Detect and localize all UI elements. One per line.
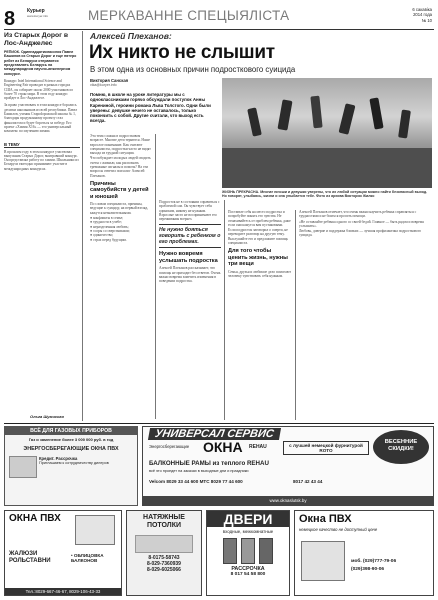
ad-right-okna-subtitle: немецкое качество не доступный цене	[299, 527, 378, 532]
ad-ceilings-title: НАТЯЖНЫЕ ПОТОЛКИ	[143, 514, 185, 529]
jumping-person-1	[247, 107, 262, 136]
ad-universal-roto: с лучшей немецкой фурнитурой ROTO	[283, 441, 369, 455]
date: 6 сакавіка	[412, 7, 432, 12]
logo-url: www.kuryer.info	[27, 14, 49, 18]
ad-right-okna-title: Окна ПВХ	[299, 513, 352, 525]
ad-gas-windows: ЭНЕРГОСБЕРЕГАЮЩИЕ ОКНА ПВХ	[23, 446, 119, 452]
ad-balcony-note: всё это проедет на заказах в выходные дни и праздники	[149, 469, 249, 473]
ad-left-phone: Тел.:8029-667-46-67, 8029-106-43-33	[5, 588, 121, 595]
byline-email: vika@kuryer.info	[90, 83, 117, 87]
ad-ceilings-phone-1: 8-0175-58743	[148, 555, 180, 561]
sidebar-rubric-label: В ТЕМУ	[4, 142, 80, 148]
byline	[90, 78, 150, 87]
column-4-paragraph-2: Если подросток заговорил о смерти, не переводите разговор на другую тему. Выслушайте его и предложите помощь специалиста.	[228, 228, 289, 246]
ad-doors-subtitle: входные, межкомнатные	[222, 529, 274, 534]
ads-divider	[4, 423, 434, 424]
causes-list-item-5: ● одиночество;	[90, 233, 114, 238]
window-graphic	[75, 515, 115, 545]
logo-title: Курьер	[27, 8, 45, 14]
article-column-5	[299, 210, 433, 420]
ad-balcony-frames: БАЛКОННЫЕ РАМЫ из теплого REHAU	[149, 460, 269, 467]
column-2-paragraph-1: Эта тема сложна в подростковом возрасте. Многие дети теряются. Наше взрослое понимание. Как считают специалисты, подростки часто не видят выхода из трудной ситуации.	[90, 134, 151, 156]
section-heading-value-life: Для того чтобы ценить жизнь, нужны три вещи	[228, 248, 288, 268]
column-2-paragraph-3: По словам специалиста, причины, ведущие к суициду, на первый взгляд, кажутся незначительными.	[90, 202, 149, 215]
jumping-person-5	[369, 97, 383, 129]
ad-gas-title: ВСЁ ДЛЯ ГАЗОВЫХ ПРИБОРОВ	[5, 427, 137, 435]
rubric-title: МЕРКАВАННЕ СПЕЦЫЯЛІСТА	[88, 8, 290, 23]
ad-universal-title: УНИВЕРСАЛ СЕРВИС	[148, 428, 281, 440]
causes-list-item-1: ● конфликты в семье;	[90, 216, 124, 221]
sidebar-article	[4, 32, 80, 422]
ad-left-okna-title: ОКНА ПВХ	[9, 513, 61, 524]
door-image-2	[241, 538, 255, 564]
article-column-3	[159, 200, 221, 420]
ad-gas-credit: Кредит. Рассрочка	[39, 456, 78, 461]
year: 2014 года	[413, 12, 432, 18]
issue-number: № 10	[421, 17, 432, 23]
ad-universal-rehau: REHAU	[249, 444, 267, 450]
ad-spring-discounts: ВЕСЕННИЕ СКИДКИ!	[373, 430, 429, 464]
window-image	[9, 456, 37, 478]
door-image-3	[259, 538, 273, 564]
sidebar-body-2: За право участвовать в этом конкурсе боролись десятки школьников из всей республики. Павел Башилов, ученик Староdорожской школы № 1, благодаря продуманному проекту стал финалистом и будет бороться за победу. Его проект «Химия Х16» — это универсальный комплекс по изучению химии.	[4, 103, 78, 134]
ad-stretch-ceilings	[126, 510, 202, 596]
causes-list-item-6: ● страх перед будущим.	[90, 237, 127, 242]
ad-universal-phones: Velcom 8029 33 44 600 МТС 8029 77 44 600	[149, 479, 243, 484]
jumping-person-6	[398, 110, 411, 139]
pull-quote: Не нужно бояться говорить с ребенком о его проблемах.	[159, 224, 221, 248]
ad-left-blinds: ЖАЛЮЗИ РОЛЬСТАВНИ	[9, 551, 51, 564]
ad-gas-subtitle: Газ и заменение более 3 000 000 руб. в год	[28, 437, 114, 442]
column-3-paragraph-2: Алексей Плеханов рассказывает, что помощь не приходит без ответов. Очень важно вовремя заметить изменения в поведении подростка.	[159, 266, 221, 284]
ad-universal-website: www.oknaslutsk.by	[143, 496, 433, 505]
ad-doors-phone: 8 017 54 58 800	[230, 572, 266, 577]
issue-date	[412, 7, 432, 23]
sidebar-body-1: Конкурс Intel International Science and Engineering Fair проводят в разных городах США, он собирает около 2000 участников из более 70 стран мира. В этом году конкурс пройдет в Лос-Анджелесе.	[4, 78, 73, 101]
causes-list-item-3: ● неразделенная любовь;	[90, 224, 129, 229]
ad-universal-phone-city: 8017 42 43 44	[293, 479, 323, 484]
door-image-1	[223, 538, 237, 564]
ceiling-graphic	[135, 535, 193, 553]
causes-list-item-4: ● ссоры со сверстниками;	[90, 228, 130, 233]
article-title: Их никто не слышит	[89, 42, 275, 63]
ad-right-phone: моб. (029)777-79-06	[351, 559, 397, 564]
ad-okna-pvh-right	[294, 510, 434, 596]
column-3-paragraph-1: Подросток не в состоянии справиться с проблемой сам. Он чувствует себя одиноким, никому не нужным. Взрослые часто не воспринимают его переживания всерьез.	[159, 200, 220, 222]
ad-gas-dealers: Приглашаем к сотрудничеству дилеров	[39, 461, 109, 465]
jumping-person-2	[277, 99, 292, 130]
window-graphic-right	[301, 541, 345, 581]
sidebar-divider	[82, 31, 83, 421]
article-column-2	[90, 134, 152, 419]
column-2-paragraph-2: Что побуждает молодых людей сводить счеты с жизнью, как распознать тревожные сигналы и помочь? На эти вопросы ответил психолог Алексей Плеханов.	[90, 156, 151, 178]
column-5-paragraph-3: Любовь, доверие и поддержка близких — лучшая профилактика подросткового суицида.	[299, 229, 422, 238]
ad-right-phone-2: (029)398-90-06	[351, 567, 385, 572]
column-divider-2	[224, 200, 225, 420]
causes-list-item-2: ● трудности в учебе;	[90, 220, 122, 225]
ad-doors	[206, 510, 290, 596]
ad-doors-title: ДВЕРИ	[207, 511, 289, 527]
section-heading-causes: Причины самоубийств у детей и юношей	[90, 180, 149, 200]
column-4-paragraph-3: Семья, друзья и любимое дело помогают человеку чувствовать себя нужным.	[228, 269, 291, 278]
article-subtitle: В этом одна из основных причин подросткового суицида	[90, 65, 296, 74]
logo	[27, 8, 57, 18]
ad-okna-pvh-left	[4, 510, 122, 596]
ad-ceilings-phone-2: 8-029-7360939	[147, 561, 181, 567]
byline-name: Виктория Санская	[90, 78, 129, 83]
article-column-4	[228, 210, 292, 420]
ad-universal-okna: ОКНА	[203, 439, 243, 455]
ad-universal-service	[142, 426, 434, 506]
photo-caption: ЖИЗНЬ ПРЕКРАСНА. Многие юноши и девушки уверены, что их любой ситуации можно найти безопасный выход. Но говорят, улыбаясь, жизни и она улыбается тебе. Фото из архива Виктории Жилко	[222, 190, 428, 199]
sidebar-body-3: В прошлом году в этом конкурсе участвовал выпускник Старых Дорог, выигравший конкурс. Он представлял работу по химии. Школьники из Беларуси ежегодно принимают участие в международных конкурсах.	[4, 149, 79, 171]
column-5-paragraph-1: Алексей Плеханов отмечает, что очень важно научить ребенка справляться с трудностями и не бояться просить помощи.	[299, 210, 417, 219]
column-divider-3	[295, 210, 296, 420]
article-lead: Помню, в школе на уроке литературы мы с одноклассниками горячо обсуждали поступок Анны Карениной, героини романа Льва Толстого. Одни были уверены: девушке нечего не оставалось, только покончить с собой. Другие считали, что выход есть всегда.	[90, 92, 211, 124]
header-rule	[4, 29, 434, 30]
jumping-person-3	[310, 96, 322, 129]
sidebar-author: Ольга Шумиская	[30, 414, 64, 419]
column-4-paragraph-1: Поставьте себя на место подростка и попробуйте понять его чувства. Не отмахивайтесь от проблем ребенка, даже если они кажутся вам пустяковыми.	[228, 210, 291, 227]
sidebar-lead: РЕПИОК. Одиннадцатиклассник Павел Башилов из Старых Дорог и еще пятеро ребят из Беларуси отправятся представлять Беларусь на международном научно-инженерном конкурсе.	[4, 50, 77, 76]
article-photo	[222, 78, 432, 188]
ad-gas-appliances	[4, 426, 138, 506]
column-divider-1	[155, 134, 156, 419]
ad-left-cladding: • ОБЛИЦОВКА БАЛКОНОВ	[71, 553, 104, 563]
column-5-paragraph-2: «Не оставляйте ребенка одного со своей бедой. Главное — быть рядом и вовремя услышать».	[299, 219, 424, 228]
sidebar-headline: Из Старых Дорог в Лос-Анджелес	[4, 32, 69, 47]
page-number: 8	[4, 8, 16, 30]
article-author-name: Алексей Плеханов:	[90, 31, 172, 41]
ad-doors-installments: РАССРОЧКА	[231, 566, 265, 572]
ad-ceilings-phone-3: 8-029-6025066	[147, 567, 181, 573]
jumping-person-4	[339, 103, 356, 135]
ad-universal-subtitle: Энергосберегающие	[149, 444, 190, 449]
section-heading-listen: Нужно вовремя услышать подростка	[159, 251, 218, 264]
